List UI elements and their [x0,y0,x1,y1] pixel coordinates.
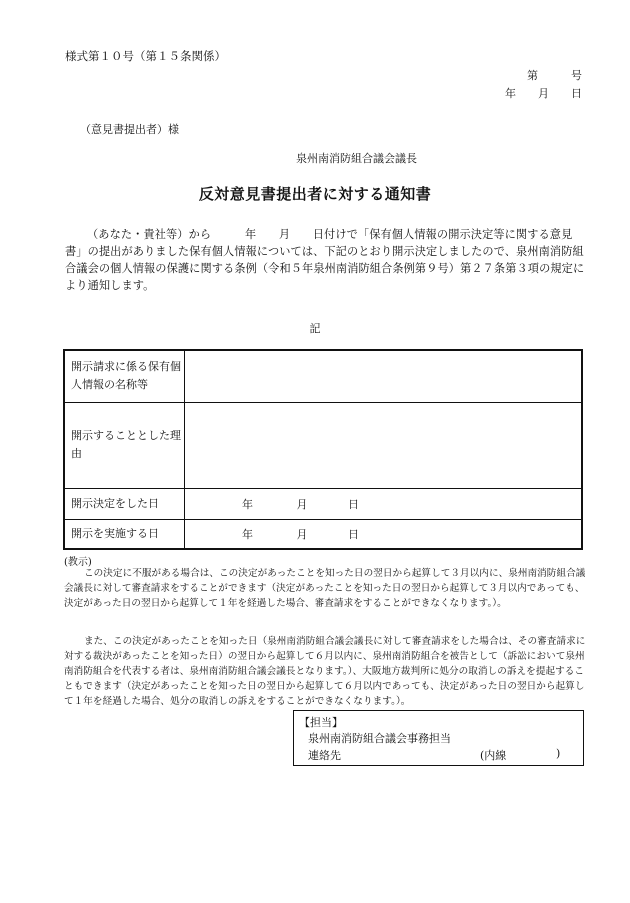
sender: 泉州南消防組合議会議長 [296,152,417,165]
disclosure-table [63,349,583,550]
row-label-info-name: 開示請求に係る保有個人情報の名称等 [64,350,185,402]
year-label: 年 [242,527,253,541]
body-paragraph: （あなた・貴社等）から 年 月 日付けで「保有個人情報の開示決定等に関する意見書」の提出がありました保有個人情報については、下記のとおり開示決定しましたので、泉州南消防組合議会の個人情報の保護に関する条例（令和５年泉州南消防組合条例第９号）第２７条第３項の規定により通知します。 [65,228,585,292]
contact-close-paren: ) [556,747,561,760]
value-info-name[interactable] [185,350,583,402]
row-label-implementation-date: 開示を実施する日 [64,519,185,549]
table-row [64,402,582,488]
page-title: 反対意見書提出者に対する通知書 [198,185,432,203]
form-number: 様式第１０号（第１５条関係） [65,49,226,63]
day-label: 日 [348,527,359,541]
value-implementation-date[interactable] [185,519,583,549]
table-row [64,519,582,549]
notice-paragraph-2: また、この決定があったことを知った日（泉州南消防組合議会議長に対して審査請求をした場合は、その審査請求に対する裁決があったことを知った日）の翌日から起算して６月以内に、泉州南消防組合を被告として（訴訟において泉州南消防組合を代表する者は、泉州南消防組合議会議長となります。）、大阪地方裁判所に処分の取消しの訴えを提起することもできます（決定があったことを知った日の翌日から起算して６月以内であっても、決定があった日の翌日から起算して１年を経過した場合、処分の取消しの訴えをすることができなくなります。）。 [64,636,586,707]
row-label-decision-date: 開示決定をした日 [64,488,185,519]
row-label-reason: 開示することとした理由 [64,402,185,488]
month-label: 月 [296,497,308,511]
value-reason[interactable] [185,402,583,488]
contact-title: 【担当】 [299,716,343,729]
document-date: 年 月 日 [505,87,582,100]
addressee: （意見書提出者）様 [80,123,179,136]
table-row [64,350,582,402]
table-row [64,488,582,519]
day-label: 日 [348,497,359,511]
contact-box [293,710,584,766]
notice-paragraph-1: この決定に不服がある場合は、この決定があったことを知った日の翌日から起算して３月以内に、泉州南消防組合議会議長に対して審査請求をすることができます（決定があったことを知った日の翌日から起算して３月以内であっても、決定があった日の翌日から起算して１年を経過した場合、審査請求をすることができなくなります。）。 [64,568,586,609]
document-number: 第 号 [527,69,582,82]
month-label: 月 [296,527,308,541]
contact-office: 泉州南消防組合議会事務担当 [308,732,451,745]
notice-label: (教示) [64,557,92,568]
year-label: 年 [242,497,253,511]
ki-marker: 記 [309,322,321,335]
contact-extension: (内線 [480,749,507,762]
contact-tel-label: 連絡先 [308,749,341,762]
value-decision-date[interactable] [185,488,583,519]
